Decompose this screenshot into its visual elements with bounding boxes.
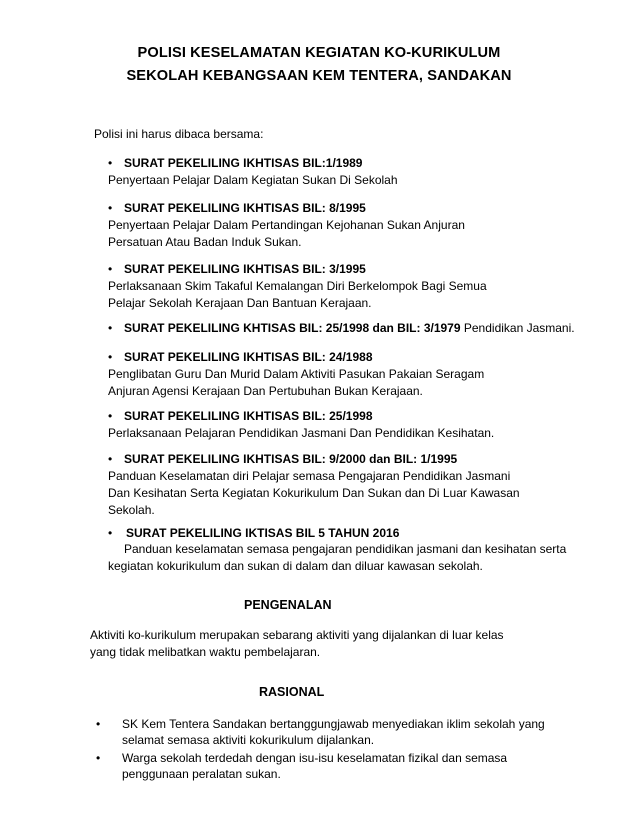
circular-item-1 [108,156,618,189]
rasional-line: selamat semasa aktiviti kokurikulum dijalankan. [122,733,375,747]
circular-desc-line: Panduan Keselamatan diri Pelajar semasa Pengajaran Pendidikan Jasmani [108,469,511,483]
rasional-line: penggunaan peralatan sukan. [122,767,281,781]
section-heading-pengenalan: PENGENALAN [244,598,332,612]
circular-subject: Pendidikan Jasmani. [463,321,575,335]
circular-desc-line: Perlaksanaan Pelajaran Pendidikan Jasmani Dan Pendidikan Kesihatan. [108,426,495,440]
bullet-icon: • [96,751,101,765]
circular-desc-line: Penglibatan Guru Dan Murid Dalam Aktiviti Pasukan Pakaian Seragam [108,367,485,381]
pengenalan-paragraph [90,627,610,661]
bullet-icon: • [108,409,113,423]
circular-desc-line: Perlaksanaan Skim Takaful Kemalangan Diri Berkelompok Bagi Semua [108,279,487,293]
circular-desc-line: Panduan keselamatan semasa pengajaran pendidikan jasmani dan kesihatan serta [124,542,567,556]
circular-desc-line: Pelajar Sekolah Kerajaan Dan Bantuan Kerajaan. [108,296,372,310]
circular-title: SURAT PEKELILING IKHTISAS BIL: 24/1988 [124,350,373,364]
circular-item-7 [108,452,618,519]
circular-title: SURAT PEKELILING IKHTISAS BIL:1/1989 [124,156,363,170]
intro-text: Polisi ini harus dibaca bersama: [94,127,264,141]
bullet-icon: • [108,262,113,276]
bullet-icon: • [108,452,113,466]
section-heading-rasional: RASIONAL [259,685,325,699]
circular-title: SURAT PEKELILING IKHTISAS BIL: 3/1995 [124,262,366,276]
circular-title: SURAT PEKELILING KHTISAS BIL: 25/1998 dan BIL: 3/1979 [124,321,461,335]
circular-desc-line: Persatuan Atau Badan Induk Sukan. [108,235,302,249]
circular-item-3 [108,262,618,312]
circular-item-2 [108,201,618,251]
rasional-item [96,750,616,782]
circular-title: SURAT PEKELILING IKHTISAS BIL: 8/1995 [124,201,366,215]
rasional-line: SK Kem Tentera Sandakan bertanggungjawab menyediakan iklim sekolah yang [122,717,545,731]
bullet-icon: • [108,156,113,170]
bullet-icon: • [108,350,113,364]
document-title-line-1: POLISI KESELAMATAN KEGIATAN KO-KURIKULUM [137,45,501,61]
rasional-line: Warga sekolah terdedah dengan isu-isu keselamatan fizikal dan semasa [122,751,508,765]
circular-desc-line: Sekolah. [108,503,155,517]
rasional-item [96,716,616,748]
circular-title: SURAT PEKELILING IKTISAS BIL 5 TAHUN 2016 [126,526,400,540]
bullet-icon: • [108,321,113,335]
circular-item-5 [108,350,618,400]
circular-item-8 [108,526,618,575]
circular-desc-line: kegiatan kokurikulum dan sukan di dalam dan diluar kawasan sekolah. [108,559,483,573]
bullet-icon: • [108,526,113,540]
circular-title: SURAT PEKELILING IKHTISAS BIL: 9/2000 dan BIL: 1/1995 [124,452,458,466]
paragraph-line: Aktiviti ko-kurikulum merupakan sebarang aktiviti yang dijalankan di luar kelas [90,628,504,642]
circular-item-4 [108,321,618,335]
document-title-line-2: SEKOLAH KEBANGSAAN KEM TENTERA, SANDAKAN [126,68,512,84]
bullet-icon: • [96,717,101,731]
bullet-icon: • [108,201,113,215]
circular-title: SURAT PEKELILING IKHTISAS BIL: 25/1998 [124,409,373,423]
circular-desc-line: Anjuran Agensi Kerajaan Dan Pertubuhan Bukan Kerajaan. [108,384,423,398]
circular-desc-line: Penyertaan Pelajar Dalam Pertandingan Kejohanan Sukan Anjuran [108,218,465,232]
rasional-list [96,716,616,784]
circular-desc-line: Dan Kesihatan Serta Kegiatan Kokurikulum Dan Sukan dan Di Luar Kawasan [108,486,520,500]
circular-item-6 [108,409,618,442]
paragraph-line: yang tidak melibatkan waktu pembelajaran. [90,645,321,659]
circular-desc-line: Penyertaan Pelajar Dalam Kegiatan Sukan Di Sekolah [108,173,398,187]
